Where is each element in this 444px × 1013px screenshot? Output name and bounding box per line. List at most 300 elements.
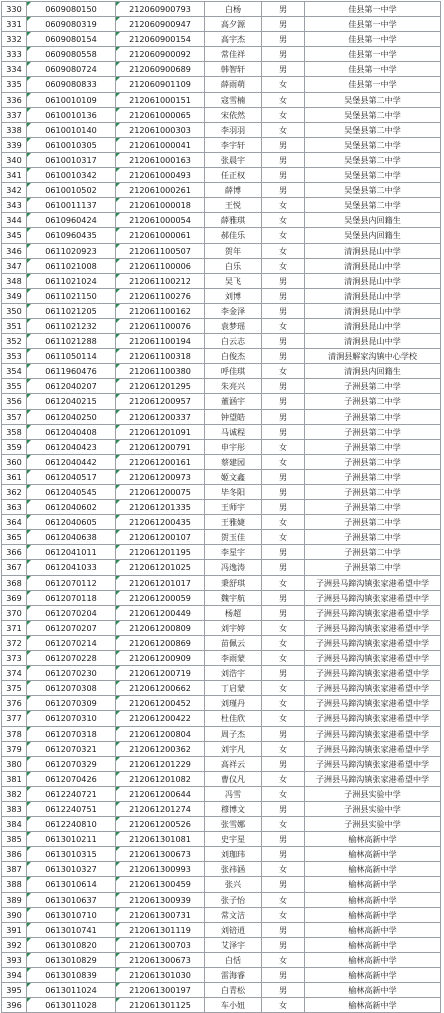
gender-cell[interactable]: 女 (262, 92, 305, 107)
registration-id-cell[interactable]: 212061301030 (116, 968, 205, 983)
gender-cell[interactable]: 男 (262, 17, 305, 32)
exam-id-cell[interactable]: 0609080150 (27, 2, 116, 17)
registration-id-cell[interactable]: 212061201274 (116, 801, 205, 816)
registration-id-cell[interactable]: 212061201295 (116, 379, 205, 394)
gender-cell[interactable]: 女 (262, 213, 305, 228)
student-name-cell[interactable]: 刘宇凡 (205, 741, 262, 756)
school-cell[interactable]: 子洲县马蹄沟镇张家港希望中学 (305, 605, 441, 620)
gender-cell[interactable]: 男 (262, 379, 305, 394)
registration-id-cell[interactable]: 212061100006 (116, 258, 205, 273)
student-name-cell[interactable]: 白恬 (205, 952, 262, 967)
registration-id-cell[interactable]: 212061000054 (116, 213, 205, 228)
student-name-cell[interactable]: 刘浩宇 (205, 666, 262, 681)
registration-id-cell[interactable]: 212061301119 (116, 922, 205, 937)
school-cell[interactable]: 子洲县马蹄沟镇张家港希望中学 (305, 741, 441, 756)
row-number-cell[interactable]: 335 (2, 77, 27, 92)
school-cell[interactable]: 子洲县第二中学 (305, 394, 441, 409)
gender-cell[interactable]: 女 (262, 998, 305, 1013)
gender-cell[interactable]: 男 (262, 726, 305, 741)
gender-cell[interactable]: 女 (262, 228, 305, 243)
registration-id-cell[interactable]: 212061100162 (116, 303, 205, 318)
gender-cell[interactable]: 男 (262, 394, 305, 409)
exam-id-cell[interactable]: 0613010829 (27, 952, 116, 967)
exam-id-cell[interactable]: 0612070329 (27, 756, 116, 771)
row-number-cell[interactable]: 341 (2, 168, 27, 183)
school-cell[interactable]: 榆林高新中学 (305, 922, 441, 937)
gender-cell[interactable]: 女 (262, 122, 305, 137)
exam-id-cell[interactable]: 0610010136 (27, 107, 116, 122)
school-cell[interactable]: 榆林高新中学 (305, 832, 441, 847)
row-number-cell[interactable]: 337 (2, 107, 27, 122)
exam-id-cell[interactable]: 0609080319 (27, 17, 116, 32)
row-number-cell[interactable]: 336 (2, 92, 27, 107)
row-number-cell[interactable]: 356 (2, 394, 27, 409)
gender-cell[interactable]: 男 (262, 334, 305, 349)
registration-id-cell[interactable]: 212061200107 (116, 530, 205, 545)
row-number-cell[interactable]: 369 (2, 590, 27, 605)
registration-id-cell[interactable]: 212061300939 (116, 892, 205, 907)
gender-cell[interactable]: 男 (262, 303, 305, 318)
gender-cell[interactable]: 男 (262, 409, 305, 424)
school-cell[interactable]: 子洲县马蹄沟镇张家港希望中学 (305, 635, 441, 650)
exam-id-cell[interactable]: 0613010741 (27, 922, 116, 937)
exam-id-cell[interactable]: 0612040408 (27, 424, 116, 439)
gender-cell[interactable]: 女 (262, 364, 305, 379)
school-cell[interactable]: 子洲县第二中学 (305, 469, 441, 484)
student-name-cell[interactable]: 郝佳乐 (205, 228, 262, 243)
registration-id-cell[interactable]: 212061200435 (116, 515, 205, 530)
exam-id-cell[interactable]: 0610960435 (27, 228, 116, 243)
row-number-cell[interactable]: 361 (2, 469, 27, 484)
registration-id-cell[interactable]: 212061300731 (116, 907, 205, 922)
registration-id-cell[interactable]: 212061300459 (116, 877, 205, 892)
exam-id-cell[interactable]: 0612240721 (27, 786, 116, 801)
row-number-cell[interactable]: 351 (2, 318, 27, 333)
gender-cell[interactable]: 男 (262, 2, 305, 17)
row-number-cell[interactable]: 347 (2, 258, 27, 273)
registration-id-cell[interactable]: 212061000041 (116, 137, 205, 152)
registration-id-cell[interactable]: 212061000065 (116, 107, 205, 122)
exam-id-cell[interactable]: 0610010140 (27, 122, 116, 137)
gender-cell[interactable]: 男 (262, 62, 305, 77)
school-cell[interactable]: 佳县第一中学 (305, 62, 441, 77)
student-name-cell[interactable]: 贺年 (205, 243, 262, 258)
school-cell[interactable]: 吴堡县第二中学 (305, 137, 441, 152)
registration-id-cell[interactable]: 212061200973 (116, 469, 205, 484)
row-number-cell[interactable]: 364 (2, 515, 27, 530)
registration-id-cell[interactable]: 212061300993 (116, 862, 205, 877)
school-cell[interactable]: 子洲县第二中学 (305, 560, 441, 575)
registration-id-cell[interactable]: 212061200791 (116, 439, 205, 454)
registration-id-cell[interactable]: 212061000018 (116, 198, 205, 213)
exam-id-cell[interactable]: 0609080724 (27, 62, 116, 77)
row-number-cell[interactable]: 354 (2, 364, 27, 379)
row-number-cell[interactable]: 334 (2, 62, 27, 77)
gender-cell[interactable]: 男 (262, 32, 305, 47)
gender-cell[interactable]: 男 (262, 183, 305, 198)
gender-cell[interactable]: 女 (262, 952, 305, 967)
exam-id-cell[interactable]: 0609080558 (27, 47, 116, 62)
exam-id-cell[interactable]: 0612041033 (27, 560, 116, 575)
gender-cell[interactable]: 女 (262, 454, 305, 469)
school-cell[interactable]: 清涧县昆山中学 (305, 303, 441, 318)
student-name-cell[interactable]: 钟望皓 (205, 409, 262, 424)
registration-id-cell[interactable]: 212061201017 (116, 575, 205, 590)
school-cell[interactable]: 子洲县第二中学 (305, 530, 441, 545)
school-cell[interactable]: 清涧县昆山中学 (305, 258, 441, 273)
gender-cell[interactable]: 男 (262, 605, 305, 620)
gender-cell[interactable]: 男 (262, 832, 305, 847)
gender-cell[interactable]: 女 (262, 681, 305, 696)
student-name-cell[interactable]: 常佳祥 (205, 47, 262, 62)
student-name-cell[interactable]: 苗佩云 (205, 635, 262, 650)
school-cell[interactable]: 子洲县马蹄沟镇张家港希望中学 (305, 711, 441, 726)
exam-id-cell[interactable]: 0610960424 (27, 213, 116, 228)
student-name-cell[interactable]: 常文洁 (205, 907, 262, 922)
exam-id-cell[interactable]: 0612070204 (27, 605, 116, 620)
gender-cell[interactable]: 女 (262, 711, 305, 726)
student-name-cell[interactable]: 周子杰 (205, 726, 262, 741)
row-number-cell[interactable]: 363 (2, 500, 27, 515)
exam-id-cell[interactable]: 0612240751 (27, 801, 116, 816)
school-cell[interactable]: 子洲县第二中学 (305, 424, 441, 439)
school-cell[interactable]: 子洲县马蹄沟镇张家港希望中学 (305, 756, 441, 771)
exam-id-cell[interactable]: 0612040207 (27, 379, 116, 394)
registration-id-cell[interactable]: 212061201335 (116, 500, 205, 515)
student-name-cell[interactable]: 白俊杰 (205, 349, 262, 364)
exam-id-cell[interactable]: 0613010710 (27, 907, 116, 922)
exam-id-cell[interactable]: 0613010637 (27, 892, 116, 907)
exam-id-cell[interactable]: 0610010502 (27, 183, 116, 198)
row-number-cell[interactable]: 392 (2, 937, 27, 952)
student-name-cell[interactable]: 呼佳琪 (205, 364, 262, 379)
registration-id-cell[interactable]: 212060900947 (116, 17, 205, 32)
row-number-cell[interactable]: 352 (2, 334, 27, 349)
school-cell[interactable]: 吴堡县第二中学 (305, 107, 441, 122)
registration-id-cell[interactable]: 212061200526 (116, 817, 205, 832)
registration-id-cell[interactable]: 212061200059 (116, 590, 205, 605)
registration-id-cell[interactable]: 212061301125 (116, 998, 205, 1013)
student-name-cell[interactable]: 张祎涵 (205, 862, 262, 877)
school-cell[interactable]: 子洲县实验中学 (305, 786, 441, 801)
school-cell[interactable]: 子洲县第二中学 (305, 545, 441, 560)
student-name-cell[interactable]: 白乐 (205, 258, 262, 273)
exam-id-cell[interactable]: 0612070321 (27, 741, 116, 756)
registration-id-cell[interactable]: 212061000493 (116, 168, 205, 183)
school-cell[interactable]: 榆林高新中学 (305, 847, 441, 862)
school-cell[interactable]: 佳县第一中学 (305, 32, 441, 47)
exam-id-cell[interactable]: 0612070310 (27, 711, 116, 726)
row-number-cell[interactable]: 366 (2, 545, 27, 560)
student-name-cell[interactable]: 艾泽宇 (205, 937, 262, 952)
school-cell[interactable]: 子洲县第二中学 (305, 439, 441, 454)
school-cell[interactable]: 吴堡县内回籍生 (305, 228, 441, 243)
row-number-cell[interactable]: 393 (2, 952, 27, 967)
gender-cell[interactable]: 女 (262, 862, 305, 877)
gender-cell[interactable]: 女 (262, 635, 305, 650)
student-name-cell[interactable]: 宋依然 (205, 107, 262, 122)
gender-cell[interactable]: 女 (262, 620, 305, 635)
registration-id-cell[interactable]: 212061000061 (116, 228, 205, 243)
student-name-cell[interactable]: 张雪娜 (205, 817, 262, 832)
row-number-cell[interactable]: 395 (2, 983, 27, 998)
student-name-cell[interactable]: 李金泽 (205, 303, 262, 318)
row-number-cell[interactable]: 362 (2, 485, 27, 500)
school-cell[interactable]: 子洲县马蹄沟镇张家港希望中学 (305, 651, 441, 666)
gender-cell[interactable]: 男 (262, 349, 305, 364)
school-cell[interactable]: 吴堡县内回籍生 (305, 213, 441, 228)
registration-id-cell[interactable]: 212061200869 (116, 635, 205, 650)
exam-id-cell[interactable]: 0611050114 (27, 349, 116, 364)
gender-cell[interactable]: 女 (262, 318, 305, 333)
student-name-cell[interactable]: 薛博 (205, 183, 262, 198)
exam-id-cell[interactable]: 0612070230 (27, 666, 116, 681)
student-name-cell[interactable]: 李宇轩 (205, 137, 262, 152)
student-name-cell[interactable]: 丁启蒙 (205, 681, 262, 696)
registration-id-cell[interactable]: 212061200719 (116, 666, 205, 681)
row-number-cell[interactable]: 340 (2, 152, 27, 167)
school-cell[interactable]: 清涧县昆山中学 (305, 318, 441, 333)
student-name-cell[interactable]: 姬文鑫 (205, 469, 262, 484)
row-number-cell[interactable]: 375 (2, 681, 27, 696)
exam-id-cell[interactable]: 0611021024 (27, 273, 116, 288)
row-number-cell[interactable]: 355 (2, 379, 27, 394)
exam-id-cell[interactable]: 0612070228 (27, 651, 116, 666)
student-name-cell[interactable]: 刘珈玮 (205, 847, 262, 862)
exam-id-cell[interactable]: 0612070118 (27, 590, 116, 605)
gender-cell[interactable]: 男 (262, 469, 305, 484)
row-number-cell[interactable]: 359 (2, 439, 27, 454)
exam-id-cell[interactable]: 0612040605 (27, 515, 116, 530)
gender-cell[interactable]: 女 (262, 907, 305, 922)
registration-id-cell[interactable]: 212060900689 (116, 62, 205, 77)
exam-id-cell[interactable]: 0610010109 (27, 92, 116, 107)
exam-id-cell[interactable]: 0611021288 (27, 334, 116, 349)
school-cell[interactable]: 佳县第一中学 (305, 17, 441, 32)
gender-cell[interactable]: 女 (262, 651, 305, 666)
exam-id-cell[interactable]: 0610010317 (27, 152, 116, 167)
gender-cell[interactable]: 男 (262, 877, 305, 892)
exam-id-cell[interactable]: 0612240810 (27, 817, 116, 832)
gender-cell[interactable]: 男 (262, 168, 305, 183)
exam-id-cell[interactable]: 0609080833 (27, 77, 116, 92)
gender-cell[interactable]: 女 (262, 243, 305, 258)
gender-cell[interactable]: 男 (262, 801, 305, 816)
registration-id-cell[interactable]: 212061000303 (116, 122, 205, 137)
school-cell[interactable]: 子洲县马蹄沟镇张家港希望中学 (305, 590, 441, 605)
student-name-cell[interactable]: 贺玉佳 (205, 530, 262, 545)
registration-id-cell[interactable]: 212061300703 (116, 937, 205, 952)
school-cell[interactable]: 子洲县第二中学 (305, 515, 441, 530)
row-number-cell[interactable]: 368 (2, 575, 27, 590)
student-name-cell[interactable]: 毕冬阳 (205, 485, 262, 500)
registration-id-cell[interactable]: 212061200804 (116, 726, 205, 741)
school-cell[interactable]: 榆林高新中学 (305, 862, 441, 877)
school-cell[interactable]: 清涧县解家沟镇中心学校 (305, 349, 441, 364)
student-name-cell[interactable]: 高祥云 (205, 756, 262, 771)
row-number-cell[interactable]: 358 (2, 424, 27, 439)
school-cell[interactable]: 子洲县第二中学 (305, 500, 441, 515)
row-number-cell[interactable]: 331 (2, 17, 27, 32)
gender-cell[interactable]: 女 (262, 107, 305, 122)
gender-cell[interactable]: 男 (262, 560, 305, 575)
registration-id-cell[interactable]: 212061100380 (116, 364, 205, 379)
registration-id-cell[interactable]: 212061200337 (116, 409, 205, 424)
row-number-cell[interactable]: 348 (2, 273, 27, 288)
exam-id-cell[interactable]: 0612040517 (27, 469, 116, 484)
row-number-cell[interactable]: 332 (2, 32, 27, 47)
school-cell[interactable]: 榆林高新中学 (305, 907, 441, 922)
gender-cell[interactable]: 男 (262, 590, 305, 605)
school-cell[interactable]: 子洲县第二中学 (305, 454, 441, 469)
row-number-cell[interactable]: 343 (2, 198, 27, 213)
registration-id-cell[interactable]: 212061201025 (116, 560, 205, 575)
gender-cell[interactable]: 男 (262, 756, 305, 771)
registration-id-cell[interactable]: 212060900793 (116, 2, 205, 17)
student-name-cell[interactable]: 王师宇 (205, 500, 262, 515)
row-number-cell[interactable]: 349 (2, 288, 27, 303)
school-cell[interactable]: 子洲县第二中学 (305, 409, 441, 424)
school-cell[interactable]: 榆林高新中学 (305, 877, 441, 892)
registration-id-cell[interactable]: 212061000163 (116, 152, 205, 167)
school-cell[interactable]: 子洲县马蹄沟镇张家港希望中学 (305, 666, 441, 681)
gender-cell[interactable]: 女 (262, 892, 305, 907)
gender-cell[interactable]: 男 (262, 983, 305, 998)
gender-cell[interactable]: 男 (262, 47, 305, 62)
registration-id-cell[interactable]: 212060900092 (116, 47, 205, 62)
gender-cell[interactable]: 女 (262, 258, 305, 273)
student-name-cell[interactable]: 李羽羽 (205, 122, 262, 137)
school-cell[interactable]: 子洲县马蹄沟镇张家港希望中学 (305, 771, 441, 786)
gender-cell[interactable]: 男 (262, 273, 305, 288)
gender-cell[interactable]: 男 (262, 485, 305, 500)
registration-id-cell[interactable]: 212061000261 (116, 183, 205, 198)
row-number-cell[interactable]: 381 (2, 771, 27, 786)
exam-id-cell[interactable]: 0612070308 (27, 681, 116, 696)
gender-cell[interactable]: 女 (262, 198, 305, 213)
registration-id-cell[interactable]: 212061100212 (116, 273, 205, 288)
registration-id-cell[interactable]: 212061300197 (116, 983, 205, 998)
row-number-cell[interactable]: 373 (2, 651, 27, 666)
school-cell[interactable]: 子洲县实验中学 (305, 817, 441, 832)
gender-cell[interactable]: 男 (262, 500, 305, 515)
exam-id-cell[interactable]: 0613010820 (27, 937, 116, 952)
registration-id-cell[interactable]: 212061200644 (116, 786, 205, 801)
row-number-cell[interactable]: 350 (2, 303, 27, 318)
school-cell[interactable]: 清涧县昆山中学 (305, 288, 441, 303)
exam-id-cell[interactable]: 0613011028 (27, 998, 116, 1013)
student-name-cell[interactable]: 袁梦瑶 (205, 318, 262, 333)
exam-id-cell[interactable]: 0613010327 (27, 862, 116, 877)
gender-cell[interactable]: 男 (262, 666, 305, 681)
exam-id-cell[interactable]: 0611021150 (27, 288, 116, 303)
registration-id-cell[interactable]: 212061200809 (116, 620, 205, 635)
exam-id-cell[interactable]: 0612070112 (27, 575, 116, 590)
exam-id-cell[interactable]: 0613010839 (27, 968, 116, 983)
student-name-cell[interactable]: 秉舒琪 (205, 575, 262, 590)
registration-id-cell[interactable]: 212061200957 (116, 394, 205, 409)
school-cell[interactable]: 清涧县昆山中学 (305, 334, 441, 349)
student-name-cell[interactable]: 任正权 (205, 168, 262, 183)
exam-id-cell[interactable]: 0612040638 (27, 530, 116, 545)
school-cell[interactable]: 子洲县马蹄沟镇张家港希望中学 (305, 575, 441, 590)
gender-cell[interactable]: 男 (262, 968, 305, 983)
student-name-cell[interactable]: 寇雪楠 (205, 92, 262, 107)
row-number-cell[interactable]: 390 (2, 907, 27, 922)
school-cell[interactable]: 佳县第一中学 (305, 77, 441, 92)
school-cell[interactable]: 榆林高新中学 (305, 968, 441, 983)
school-cell[interactable]: 清涧县内回籍生 (305, 364, 441, 379)
registration-id-cell[interactable]: 212061000151 (116, 92, 205, 107)
student-name-cell[interactable]: 王悦 (205, 198, 262, 213)
gender-cell[interactable]: 女 (262, 530, 305, 545)
student-name-cell[interactable]: 薛雨萌 (205, 77, 262, 92)
gender-cell[interactable]: 女 (262, 575, 305, 590)
student-name-cell[interactable]: 曹仪凡 (205, 771, 262, 786)
student-name-cell[interactable]: 李雨蒙 (205, 651, 262, 666)
school-cell[interactable]: 子洲县马蹄沟镇张家港希望中学 (305, 696, 441, 711)
school-cell[interactable]: 榆林高新中学 (305, 892, 441, 907)
gender-cell[interactable]: 女 (262, 817, 305, 832)
row-number-cell[interactable]: 365 (2, 530, 27, 545)
school-cell[interactable]: 吴堡县第二中学 (305, 168, 441, 183)
gender-cell[interactable]: 男 (262, 545, 305, 560)
registration-id-cell[interactable]: 212061301081 (116, 832, 205, 847)
registration-id-cell[interactable]: 212061200161 (116, 454, 205, 469)
gender-cell[interactable]: 男 (262, 152, 305, 167)
student-name-cell[interactable]: 杨超 (205, 605, 262, 620)
student-name-cell[interactable]: 白杨 (205, 2, 262, 17)
row-number-cell[interactable]: 333 (2, 47, 27, 62)
student-name-cell[interactable]: 刘博 (205, 288, 262, 303)
row-number-cell[interactable]: 386 (2, 847, 27, 862)
exam-id-cell[interactable]: 0609080154 (27, 32, 116, 47)
row-number-cell[interactable]: 367 (2, 560, 27, 575)
row-number-cell[interactable]: 360 (2, 454, 27, 469)
row-number-cell[interactable]: 382 (2, 786, 27, 801)
row-number-cell[interactable]: 387 (2, 862, 27, 877)
exam-id-cell[interactable]: 0611960476 (27, 364, 116, 379)
registration-id-cell[interactable]: 212061100318 (116, 349, 205, 364)
gender-cell[interactable]: 女 (262, 741, 305, 756)
exam-id-cell[interactable]: 0610011137 (27, 198, 116, 213)
student-name-cell[interactable]: 雷海睿 (205, 968, 262, 983)
school-cell[interactable]: 子洲县马蹄沟镇张家港希望中学 (305, 726, 441, 741)
row-number-cell[interactable]: 372 (2, 635, 27, 650)
exam-id-cell[interactable]: 0613010315 (27, 847, 116, 862)
gender-cell[interactable]: 女 (262, 77, 305, 92)
row-number-cell[interactable]: 389 (2, 892, 27, 907)
row-number-cell[interactable]: 377 (2, 711, 27, 726)
exam-id-cell[interactable]: 0611021232 (27, 318, 116, 333)
exam-id-cell[interactable]: 0612040602 (27, 500, 116, 515)
school-cell[interactable]: 清涧县昆山中学 (305, 243, 441, 258)
school-cell[interactable]: 榆林高新中学 (305, 998, 441, 1013)
gender-cell[interactable]: 男 (262, 937, 305, 952)
exam-id-cell[interactable]: 0612040250 (27, 409, 116, 424)
exam-id-cell[interactable]: 0612040545 (27, 485, 116, 500)
student-name-cell[interactable]: 朱亮兴 (205, 379, 262, 394)
exam-id-cell[interactable]: 0610010305 (27, 137, 116, 152)
row-number-cell[interactable]: 396 (2, 998, 27, 1013)
school-cell[interactable]: 佳县第一中学 (305, 47, 441, 62)
school-cell[interactable]: 子洲县第二中学 (305, 379, 441, 394)
student-name-cell[interactable]: 薛雅琪 (205, 213, 262, 228)
gender-cell[interactable]: 女 (262, 439, 305, 454)
exam-id-cell[interactable]: 0613011024 (27, 983, 116, 998)
registration-id-cell[interactable]: 212061300673 (116, 847, 205, 862)
row-number-cell[interactable]: 385 (2, 832, 27, 847)
